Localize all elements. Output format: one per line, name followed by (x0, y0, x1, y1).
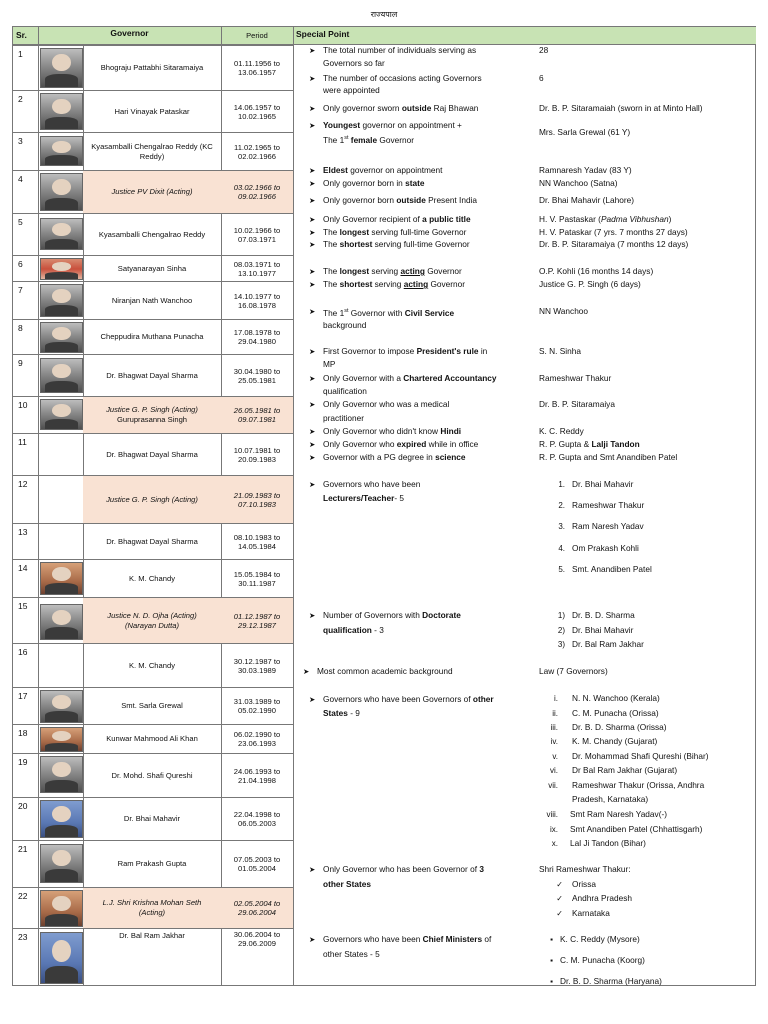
table-row: 5 Kyasamballi Chengalrao Reddy 10.02.1966 to 07.03.1971 (13, 213, 293, 255)
governor-photo (40, 173, 83, 211)
table-row: 8 Cheppudira Muthana Punacha 17.08.1978 to 29.04.1980 (13, 319, 293, 354)
table-row: 14 K. M. Chandy 15.05.1984 to 30.11.1987 (13, 559, 293, 597)
governor-photo (40, 136, 83, 166)
governor-photo (40, 890, 83, 927)
governor-photo (40, 727, 83, 752)
governor-photo (40, 932, 83, 984)
table-row: 3 Kyasamballi Chengalrao Reddy (KC Reddy) 11.02.1965 to 02.02.1966 (13, 132, 293, 170)
governor-photo (40, 322, 83, 353)
table-row: 23 Dr. Bal Ram Jakhar 30.06.2004 to 29.06.2009 (13, 928, 293, 987)
table-row: 17 Smt. Sarla Grewal 31.03.1989 to 05.02.1990 (13, 687, 293, 724)
header-sr: Sr. (13, 27, 38, 45)
governor-photo (40, 690, 83, 723)
governor-photo (40, 284, 83, 317)
table-row: 10 Justice G. P. Singh (Acting) Guruprasanna Singh 26.05.1981 to 09.07.1981 (13, 396, 293, 433)
governor-photo (40, 844, 83, 883)
table-row: 11 Dr. Bhagwat Dayal Sharma 10.07.1981 to 20.09.1983 (13, 433, 293, 475)
page-title: राज्यपाल (370, 10, 398, 19)
table-row: 19 Dr. Mohd. Shafi Qureshi 24.06.1993 to 21.04.1998 (13, 753, 293, 797)
table-row: 9 Dr. Bhagwat Dayal Sharma 30.04.1980 to 25.05.1981 (13, 354, 293, 396)
table-row: 18 Kunwar Mahmood Ali Khan 06.02.1990 to 23.06.1993 (13, 724, 293, 753)
governor-photo (40, 756, 83, 793)
header-period: Period (221, 27, 293, 45)
table-row: 12 Justice G. P. Singh (Acting) 21.09.1983 to 07.10.1983 (13, 475, 293, 523)
governor-photo (40, 399, 83, 430)
governor-photo (40, 562, 83, 595)
header-governor: Governor (38, 27, 221, 45)
table-row: 7 Niranjan Nath Wanchoo 14.10.1977 to 16.08.1978 (13, 281, 293, 319)
table-row: 1 Bhograju Pattabhi Sitaramaiya 01.11.1956 to 13.06.1957 (13, 45, 293, 90)
governor-photo (40, 800, 83, 838)
governors-table: Sr. Governor Period Special Point 1 Bhograju Pattabhi Sitaramaiya 01.11.1956 to 13.06.1957 2 Hari Vinayak Pataskar 14.06.1957 to 10.02.1965 3 Kyasamballi Chengalrao Reddy (KC Reddy) 11.02.1965 to 02.02.1966 4 Justice PV Dixit (Acting) 03.02.1966 to 09.02.1966 5 Kyasamballi Chengalrao Reddy 10.02.1966 to 07.03.1971 6 Satyanarayan Sinha 08.03.1971 to 13.10.1977 7 Niranjan Nath Wanchoo 14.10.1977 to 16.08.1978 8 Cheppudira Muthana Punacha 17.08.1978 to 29.04.1980 9 Dr. Bhagwat Dayal Sharma 30.04.1980 to 25.05.1981 10 Justice G. P. Singh (Acting) Guruprasanna Singh 26.05.1981 to 09.07.1981 11 Dr. Bhagwat Dayal Sharma 10.07.1981 to 20.09.1983 12 Justice G. P. Singh (Acting) 21.09.1983 to 07.10.1983 13 Dr. Bhagwat Dayal Sharma 08.10.1983 to 14.05.1984 14 K. M. Chandy 15.05.1984 to 30.11.1987 15 Justice N. D. Ojha (Acting) (Narayan Dutta) 01.12.1987 to 29.12.1987 16 K. M. Chandy 30.12.1987 to 30.03.1989 17 Smt. Sarla Grewal 31.03.1989 to 05.02.1990 18 Kunwar Mahmood Ali Khan 06.02.1990 to 23.06.1993 19 Dr. Mohd. Shafi Qureshi 24.06.1993 to 21.04.1998 20 Dr. Bhai Mahavir 22.04.1998 to 06.05.2003 21 Ram Prakash Gupta 07.05.2003 to 01.05.2004 22 L.J. Shri Krishna Mohan Seth (Acting) 02.05.2004 to 29.06.2004 23 Dr. Bal Ram Jakhar 30.06.2004 to 29.06.2009 ➤ The total number of individuals serving as Governors so far 28 ➤ The number of occasions acting Governors were appointed 6 ➤ Only governor sworn outside Raj Bhawan Dr. B. P. Sitaramaiah (sworn in at Minto Hall) ➤ Youngest governor on appointment + The 1st female Governor Mrs. Sarla Grewal (61 Y) ➤ Eldest governor on appointment Ramnaresh Yadav (83 Y) ➤ Only governor born in state NN Wanchoo (Satna) ➤ Only governor born outside Present India Dr. Bhai Mahavir (Lahore) ➤ Only Governor recipient of a public title H. V. Pastaskar (Padma Vibhushan) ➤ The longest serving full-time Governor H. V. Pataskar (7 yrs. 7 months 27 days) ➤ The shortest serving full-time Governor Dr. B. P. Sitaramaiya (7 months 12 days) ➤ The longest serving acting Governor O.P. Kohli (16 months 14 days) ➤ The shortest serving acting Governor Justice G. P. Singh (6 days) ➤ The 1st Governor with Civil Service background NN Wanchoo ➤ First Governor to impose President's rule in MP S. N. Sinha ➤ Only Governor with a Chartered Accountancy qualification Rameshwar Thakur ➤ Only Governor who was a medical practitioner Dr. B. P. Sitaramaiya ➤ Only Governor who didn't know Hindi K. C. Reddy ➤ Only Governor who expired while in office R. P. Gupta & Lalji Tandon ➤ Governor with a PG degree in science R. P. Gupta and Smt Anandiben Patel ➤ Governors who have been Lecturers/Teacher- 5 1. Dr. Bhai Mahavir 2. Rameshwar Thakur 3. Ram Naresh Yadav 4. Om Prakash Kohli 5. Smt. Anandiben Patel ➤ Number of Governors with Doctorate qualification - 3 1) Dr. B. D. Sharma 2) Dr. Bhai Mahavir 3) Dr. Bal Ram Jakhar ➤ Most common academic background Law (7 Governors) ➤ Governors who have been Governors of other States - 9 i. N. N. Wanchoo (Kerala) ii. C. M. Punacha (Orissa) iii. Dr. B. D. Sharma (Orissa) iv. K. M. Chandy (Gujarat) v. Dr. Mohammad Shafi Qureshi (Bihar) vi. Dr Bal Ram Jakhar (Gujarat) vii. Rameshwar Thakur (Orissa, Andhra Pradesh, Karnataka) viii. Smt Ram Naresh Yadav(-) ix. Smt Anandiben Patel (Chhattisgarh) x. Lal Ji Tandon (Bihar) ➤ Only Governor who has been Governor of 3 other States Shri Rameshwar Thakur: ✓ Orissa ✓ Andhra Pradesh ✓ Karnataka ➤ Governors who have been Chief Ministers of other States - 5 ▪ K. C. Reddy (Mysore) ▪ C. M. Punacha (Koorg) ▪ Dr. B. D. Sharma (Haryana) (12, 26, 756, 986)
table-row: 13 Dr. Bhagwat Dayal Sharma 08.10.1983 to 14.05.1984 (13, 523, 293, 559)
table-row: 6 Satyanarayan Sinha 08.03.1971 to 13.10.1977 (13, 255, 293, 281)
governor-photo (40, 258, 83, 280)
table-row: 20 Dr. Bhai Mahavir 22.04.1998 to 06.05.2003 (13, 797, 293, 840)
governor-photo (40, 358, 83, 393)
table-row: 4 Justice PV Dixit (Acting) 03.02.1966 to 09.02.1966 (13, 170, 293, 213)
governor-photo (40, 48, 83, 88)
governor-photo (40, 93, 83, 130)
governor-photo (40, 604, 83, 640)
table-row: 22 L.J. Shri Krishna Mohan Seth (Acting) 02.05.2004 to 29.06.2004 (13, 887, 293, 928)
governor-photo (40, 218, 83, 250)
table-row: 2 Hari Vinayak Pataskar 14.06.1957 to 10.02.1965 (13, 90, 293, 132)
table-row: 16 K. M. Chandy 30.12.1987 to 30.03.1989 (13, 643, 293, 687)
table-row: 21 Ram Prakash Gupta 07.05.2003 to 01.05.2004 (13, 840, 293, 887)
table-row: 15 Justice N. D. Ojha (Acting) (Narayan Dutta) 01.12.1987 to 29.12.1987 (13, 597, 293, 643)
header-special-point: Special Point (293, 27, 756, 45)
